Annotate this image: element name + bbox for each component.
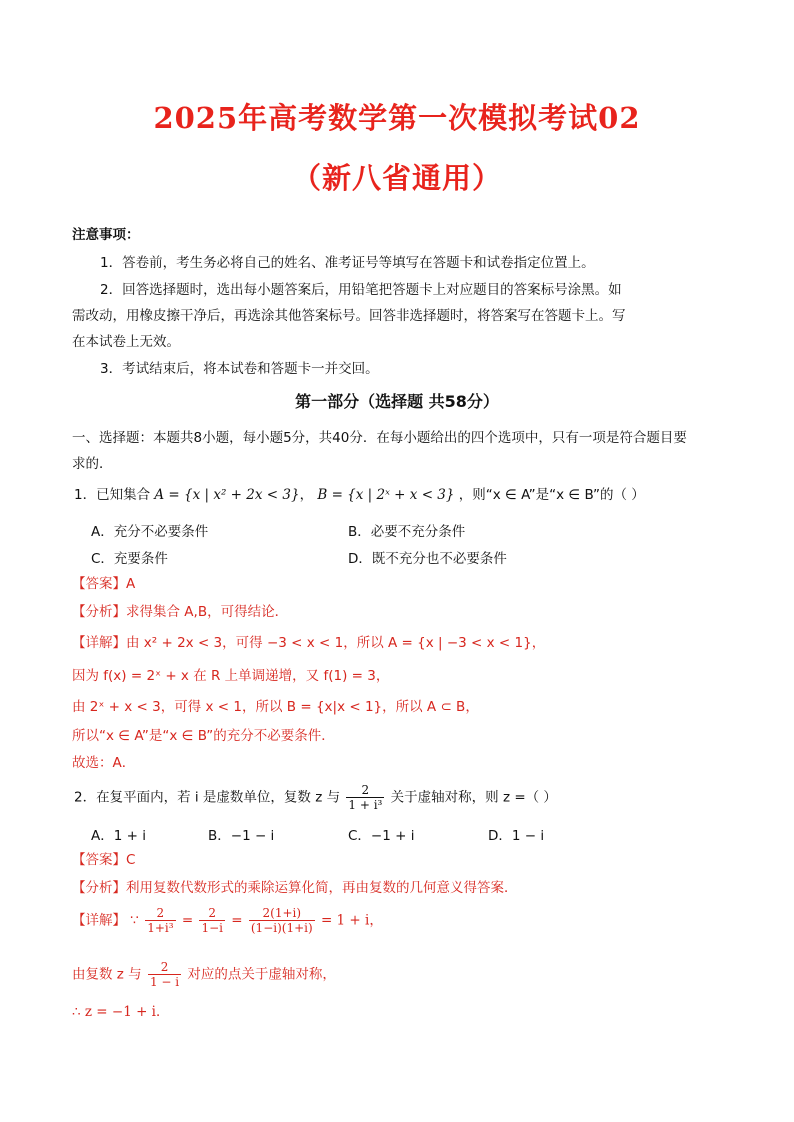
question-1-detail-1: 【详解】由 x² + 2x < 3，可得 −3 < x < 1，所以 A = {x | −3 < x < 1}， [72,635,546,651]
question-2-analysis: 【分析】利用复数代数形式的乘除运算化简，再由复数的几何意义得答案． [72,880,518,896]
section-intro-line-1: 一、选择题：本题共8小题，每小题5分，共40分．在每小题给出的四个选项中，只有一项是符合题目要 [72,430,687,446]
question-2-line2-suffix: 对应的点关于虚轴对称， [187,966,336,983]
notes-item-2-line-2: 需改动，用橡皮擦干净后，再选涂其他答案标号。回答非选择题时，将答案写在答题卡上。写 [72,308,626,324]
detail-fraction-1 [145,906,175,935]
question-2-fraction-numerator: 2 [346,783,384,798]
question-1-option-b: B．必要不充分条件 [348,524,466,540]
question-1-option-a: A．充分不必要条件 [91,524,209,540]
page-subtitle: （新八省通用） [291,161,502,195]
detail-fraction-1-denominator: 1+i³ [147,921,174,935]
detail-fraction-2 [199,906,225,935]
detail-result: = 1 + i， [320,912,383,929]
question-2-fraction [346,783,384,812]
notes-heading: 注意事项： [72,227,140,243]
question-1-answer: 【答案】A [72,576,136,592]
detail-fraction-1-numerator: 2 [145,906,175,921]
detail-fraction-2-numerator: 2 [199,906,225,921]
question-1-detail-4: 所以“x ∈ A”是“x ∈ B”的充分不必要条件． [72,728,335,744]
question-1-suffix: ，则“x ∈ A”是“x ∈ B”的（ ） [458,487,645,503]
section-title: 第一部分（选择题 共58分） [295,392,499,411]
equals-sign-2: = [231,912,243,929]
question-1-analysis: 【分析】求得集合 A,B，可得结论． [72,604,289,620]
question-2-option-d: D．1 − i [488,828,545,844]
question-2-line2-fraction [148,960,181,989]
detail-fraction-3-numerator: 2(1+i) [249,906,315,921]
notes-item-2-line-3: 在本试卷上无效。 [72,334,180,350]
detail-fraction-3-denominator: (1−i)(1+i) [250,921,313,935]
question-1-set-b: B = {x | 2ˣ + x < 3} [317,487,455,503]
question-2-answer: 【答案】C [72,852,136,868]
question-2-prefix: 2．在复平面内，若 i 是虚数单位，复数 z 与 [74,789,341,806]
question-1-detail-2: 因为 f(x) = 2ˣ + x 在 R 上单调递增，又 f(1) = 3， [72,668,390,684]
page-title: 2025年高考数学第一次模拟考试02 [153,101,641,135]
question-2-option-c: C．−1 + i [348,828,415,844]
question-2-detail-2 [72,960,336,989]
question-2-option-a: A．1 + i [91,828,146,844]
question-2-fraction-denominator: 1 + i³ [348,798,383,812]
question-2-suffix: 关于虚轴对称，则 z =（ ） [390,789,557,806]
section-intro-line-2: 求的． [72,456,113,472]
line2-fraction-numerator: 2 [148,960,181,975]
question-1-set-a: A = {x | x² + 2x < 3} [154,487,300,503]
question-2-detail-label: 【详解】 [72,912,126,929]
question-2-stem [74,783,557,812]
question-1-stem: 1．已知集合 A = {x | x² + 2x < 3}， B = {x | 2ˣ + x < 3} ，则“x ∈ A”是“x ∈ B”的（ ） [74,487,645,503]
question-2-option-b: B．−1 − i [208,828,275,844]
equals-sign-1: = [181,912,194,929]
question-1-conclusion: 故选：A． [72,755,136,771]
because-symbol: ∵ [130,912,139,929]
question-2-final: ∴ z = −1 + i． [72,1004,170,1020]
question-1-prefix: 1．已知集合 [74,487,151,503]
question-1-detail-3: 由 2ˣ + x < 3，可得 x < 1，所以 B = {x|x < 1}，所以 A ⊂ B， [72,699,479,715]
line2-fraction-denominator: 1 − i [149,975,180,989]
question-2-detail-1 [72,906,383,935]
question-2-line2-prefix: 由复数 z 与 [72,966,142,983]
notes-item-2-line-1: 2．回答选择题时，选出每小题答案后，用铅笔把答题卡上对应题目的答案标号涂黑。如 [100,282,622,298]
notes-item-1: 1．答卷前，考生务必将自己的姓名、准考证号等填写在答题卡和试卷指定位置上。 [100,255,595,271]
detail-fraction-2-denominator: 1−i [201,921,223,935]
detail-fraction-3 [249,906,315,935]
notes-item-3: 3．考试结束后，将本试卷和答题卡一并交回。 [100,361,379,377]
question-1-option-d: D．既不充分也不必要条件 [348,551,507,567]
question-1-option-c: C．充要条件 [91,551,168,567]
